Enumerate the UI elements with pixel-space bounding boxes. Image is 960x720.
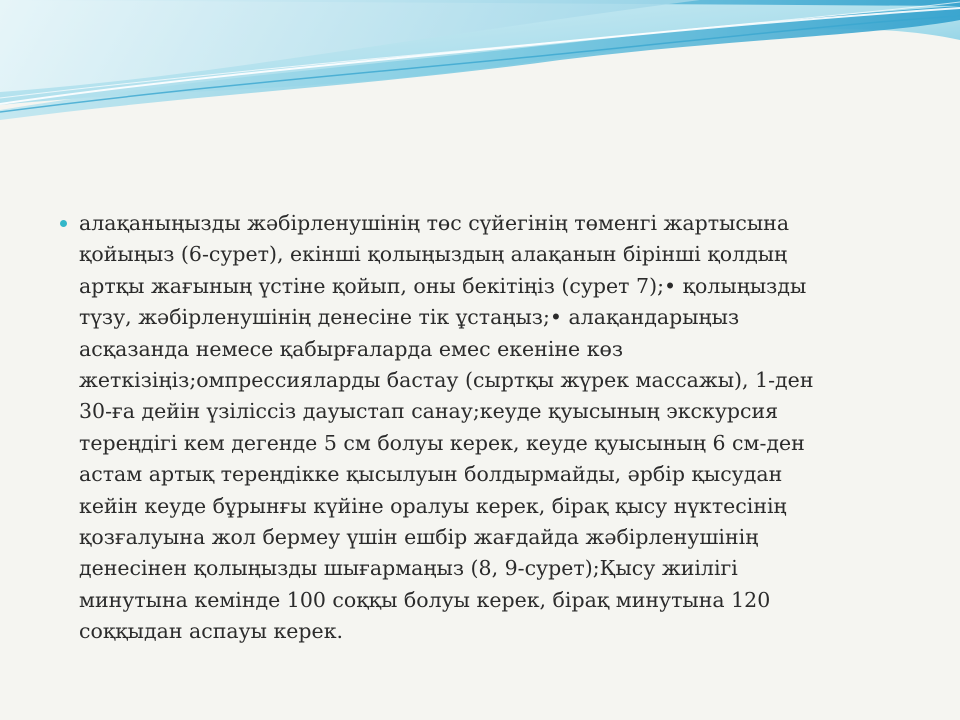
text-line: кейін кеуде бұрынғы күйіне оралуы керек, бірақ қысу нүктесінің	[79, 493, 787, 518]
text-line: минутына кемінде 100 соққы болуы керек, бірақ минутына 120	[79, 587, 771, 612]
bullet-item	[60, 208, 910, 648]
slide-content	[60, 208, 910, 648]
text-line: жеткізіңіз;омпрессияларды бастау (сыртқы жүрек массажы), 1-ден	[79, 368, 814, 393]
text-line: астам артық тереңдікке қысылуын болдырмайды, әрбір қысудан	[79, 462, 783, 487]
text-line: 30-ға дейін үзіліссіз дауыстап санау;кеуде қуысының экскурсия	[79, 399, 779, 424]
text-line: түзу, жәбірленушінің денесіне тік ұстаңыз;• алақандарыңыз	[79, 305, 740, 330]
decorative-wave-header	[0, 0, 960, 140]
text-line: тереңдігі кем дегенде 5 см болуы керек, кеуде қуысының 6 см-ден	[79, 430, 805, 455]
bullet-text	[79, 208, 813, 648]
bullet-dot-icon	[60, 220, 67, 227]
text-line: қозғалуына жол бермеу үшін ешбір жағдайда жәбірленушінің	[79, 525, 759, 550]
text-line: соққыдан аспауы керек.	[79, 619, 344, 644]
text-line: алақаныңызды жәбірленушінің төс сүйегінің төменгі жартысына	[79, 211, 790, 235]
text-line: қойыңыз (6-сурет), екінші қолыңыздың алақанын бірінші қолдың	[79, 242, 788, 267]
text-line: асқазанда немесе қабырғаларда емес екеніне көз	[79, 336, 624, 361]
text-line: артқы жағының үстіне қойып, оны бекітіңіз (сурет 7);• қолыңызды	[79, 273, 807, 298]
text-line: денесінен қолыңызды шығармаңыз (8, 9-сурет);Қысу жиілігі	[79, 556, 738, 581]
